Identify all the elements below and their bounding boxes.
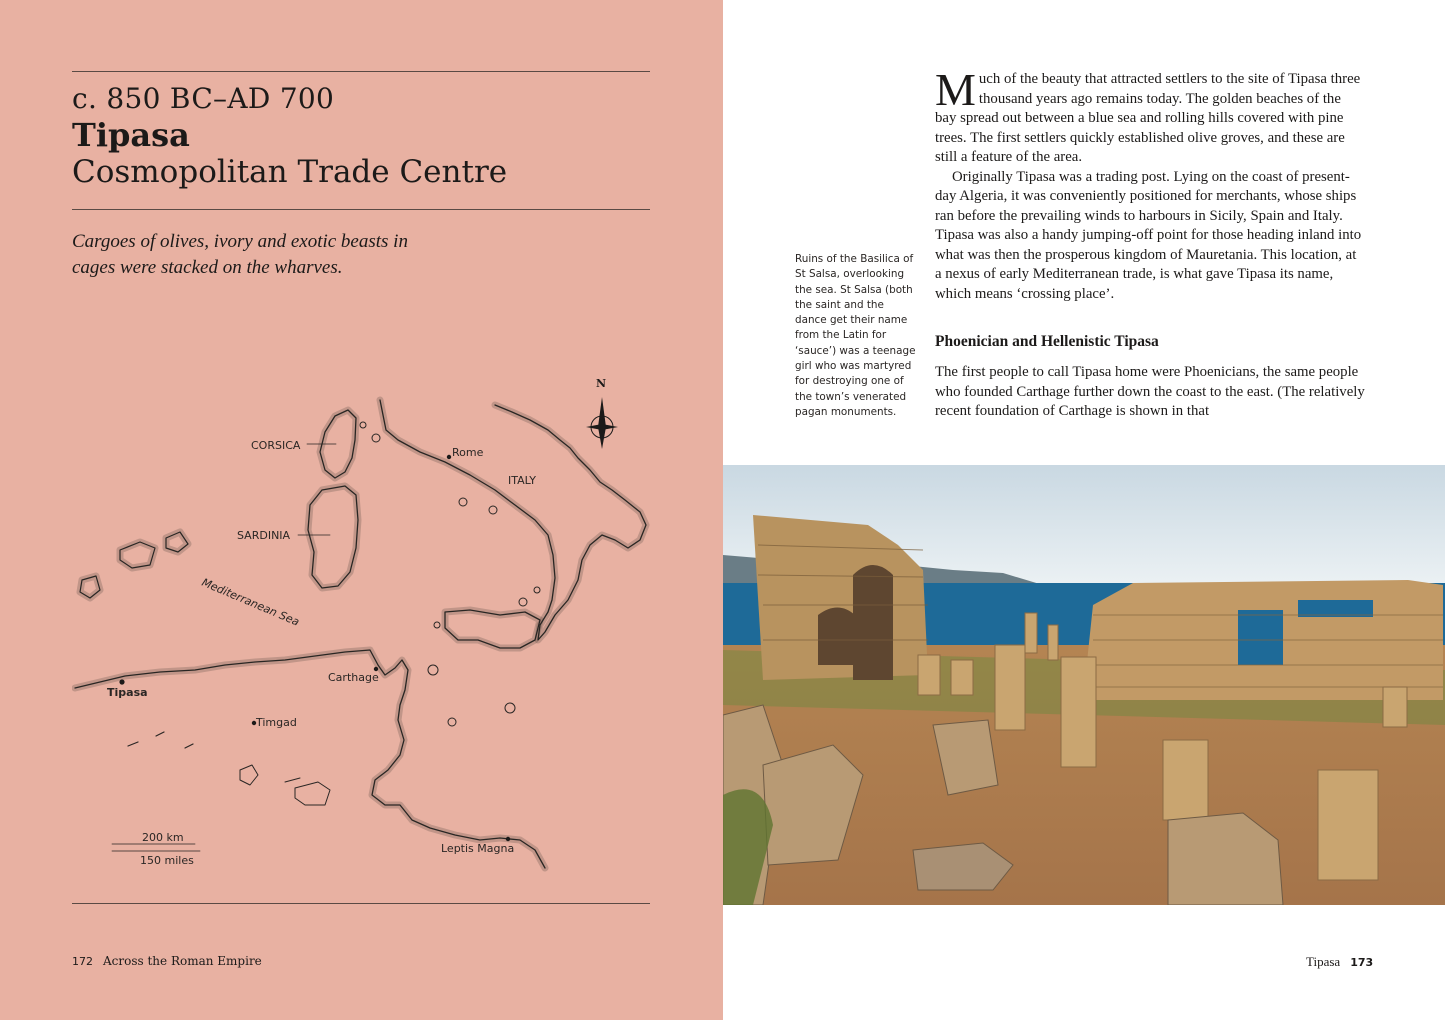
label-corsica: CORSICA (251, 439, 301, 452)
section-heading: Phoenician and Hellenistic Tipasa (935, 333, 1159, 350)
top-rule (72, 71, 650, 72)
page-number-left: 172 (72, 955, 93, 968)
label-tipasa: Tipasa (107, 686, 148, 699)
label-mediterranean: Mediterranean Sea (199, 575, 302, 629)
folio-left (72, 954, 262, 968)
label-timgad: Timgad (256, 716, 297, 729)
label-rome: Rome (452, 446, 484, 459)
paragraph-1-text: uch of the beauty that attracted settlers to the site of Tipasa three thousand years ago remains today. The golden beaches of the bay spread out between a blue sea and rolling hills covered with pine trees. The first settlers quickly established olive groves, and these are still a feature of the area. (935, 71, 1361, 165)
section-title-right: Tipasa (1306, 954, 1341, 969)
scale-km-label: 200 km (142, 831, 184, 844)
standfirst: Cargoes of olives, ivory and exotic beasts in cages were stacked on the wharves. (72, 231, 408, 278)
rome-dot (447, 455, 451, 459)
italy-coast (380, 400, 646, 640)
tipasa-dot (119, 679, 124, 684)
chapter-subtitle: Cosmopolitan Trade Centre (72, 154, 508, 190)
label-italy: ITALY (508, 474, 537, 487)
photo-caption: Ruins of the Basilica of St Salsa, overlooking the sea. St Salsa (both the saint and the dance get their name from the Latin for ‘sauce’) was a teenage girl who was martyred for destroying one of the town’s venerated pagan monuments. (795, 253, 916, 418)
section-title-left: Across the Roman Empire (103, 954, 262, 968)
chapter-date: c. 850 BC–AD 700 (72, 82, 335, 115)
compass-icon (586, 377, 618, 449)
label-leptis-magna: Leptis Magna (441, 842, 515, 855)
label-carthage: Carthage (328, 671, 379, 684)
map (72, 370, 650, 880)
mid-rule (72, 209, 650, 210)
paragraph-3: The first people to call Tipasa home were Phoenicians, the same people who founded Carthage further down the coast to the east. (The relatively recent foundation of Carthage is shown in that (935, 364, 1365, 419)
label-sardinia: SARDINIA (237, 529, 291, 542)
paragraph-2: Originally Tipasa was a trading post. Lying on the coast of present-day Algeria, it was conveniently positioned for merchants, whose ships ran before the prevailing winds to harbours in Sicily, Spain and Italy. Tipasa was also a handy jumping-off point for those heading inland into what was then the prosperous kingdom of Mauretania. This location, at a nexus of early Mediterranean trade, is what gave Tipasa its name, which means ‘crossing place’. (935, 168, 1362, 302)
ruins-photo (723, 465, 1445, 905)
body-text (935, 64, 1365, 304)
paragraph-1 (935, 64, 1365, 168)
compass-north-label: N (595, 377, 607, 390)
folio-right (1306, 954, 1373, 970)
page-number-right: 173 (1350, 956, 1374, 969)
chapter-title: Tipasa (72, 116, 190, 154)
scale-miles-label: 150 miles (140, 854, 194, 867)
drop-cap: M (935, 64, 976, 115)
leptis-dot (506, 837, 510, 841)
bottom-rule (72, 903, 650, 904)
